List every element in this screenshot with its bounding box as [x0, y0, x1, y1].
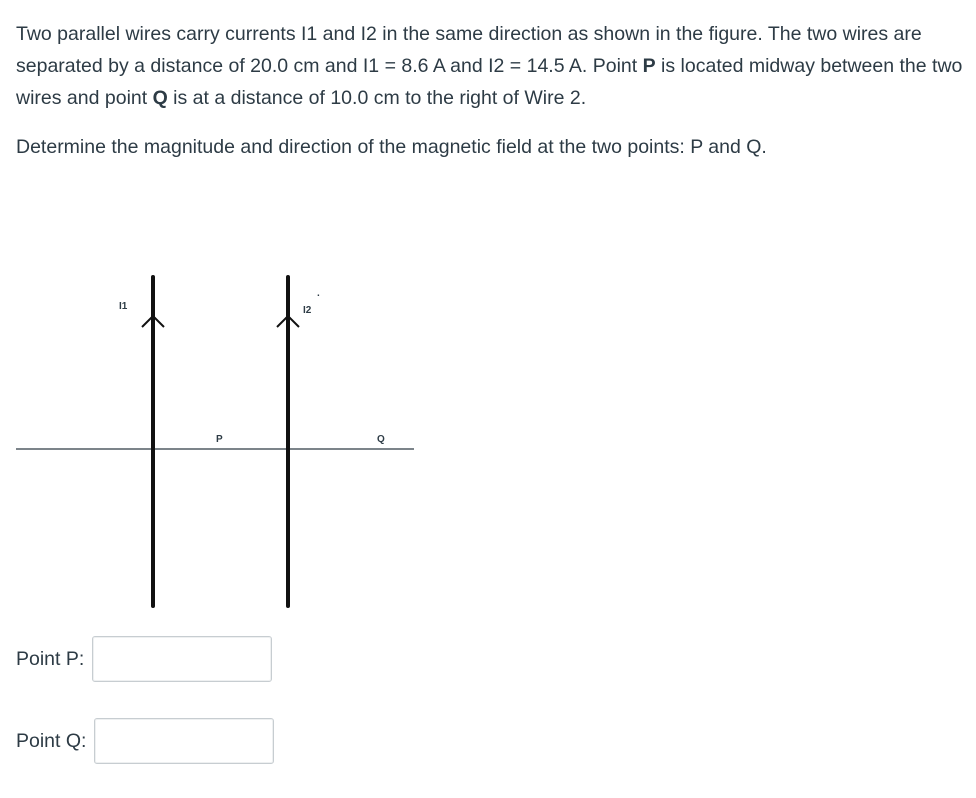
point-q-answer-row — [16, 718, 274, 764]
point-q-label-text: Point Q: — [16, 729, 87, 752]
question-text-part: is at a distance of 10.0 cm to the right of Wire 2. — [167, 87, 587, 109]
question-text-part: Two parallel wires carry currents I1 and I2 in the same direction as shown in the figure. The two wires are separated by a distance of 20.0 cm and I1 = 8.6 A and I2 = 14.5 A. Point — [16, 23, 922, 77]
stray-dot: . — [317, 288, 320, 299]
point-q-bold: Q — [152, 87, 168, 109]
wire-2-label: I2 — [303, 305, 312, 316]
question-prompt: Determine the magnitude and direction of the magnetic field at the two points: P and Q. — [16, 136, 767, 158]
point-p-label: P — [216, 434, 223, 445]
point-q-input[interactable] — [94, 718, 274, 764]
wires-figure — [0, 260, 440, 620]
question-text-part: is located midway between the two wires and point — [16, 55, 963, 109]
point-p-label-text: Point P: — [16, 647, 85, 670]
point-q-label: Q — [377, 434, 385, 445]
question-text — [16, 18, 966, 114]
wire-1-label: I1 — [119, 301, 128, 312]
point-p-bold: P — [642, 55, 656, 77]
point-p-answer-row — [16, 636, 272, 682]
point-p-input[interactable] — [92, 636, 272, 682]
